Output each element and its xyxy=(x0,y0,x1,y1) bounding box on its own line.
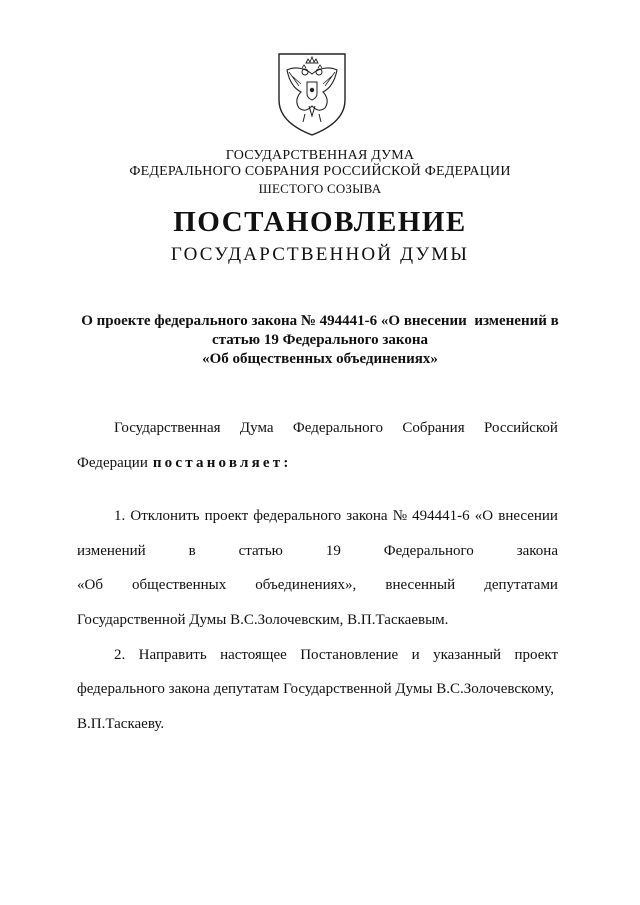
word: статью xyxy=(238,543,283,559)
word: депутатами xyxy=(484,577,558,593)
word: общественных xyxy=(132,577,227,593)
word: «Об xyxy=(77,577,103,593)
subject-line-2: статью 19 Федерального закона xyxy=(212,332,428,348)
word: в xyxy=(188,543,196,559)
item-2-line-3-text: В.П.Таскаеву. xyxy=(77,716,165,732)
word: и xyxy=(411,647,420,663)
word: Направить xyxy=(138,647,207,663)
word: Собрания xyxy=(402,420,465,436)
item-1-line-2 xyxy=(77,542,558,560)
word: указанный xyxy=(433,647,502,663)
word: внесении xyxy=(498,508,558,524)
coat-of-arms-emblem xyxy=(275,50,349,138)
word: закона xyxy=(516,543,558,559)
word: Федерального xyxy=(383,543,474,559)
document-issuer-subtitle: ГОСУДАРСТВЕННОЙ ДУМЫ xyxy=(170,244,470,265)
word: Государственная xyxy=(114,420,221,436)
word: 19 xyxy=(325,543,341,559)
item-1-line-4 xyxy=(77,611,558,629)
word: Федерального xyxy=(292,420,383,436)
word: 494441-6 xyxy=(412,508,470,524)
word: № xyxy=(392,508,408,524)
word: объединениях», xyxy=(255,577,357,593)
item-1-line-1 xyxy=(114,507,558,525)
preamble-federation-word: Федерации xyxy=(77,455,148,471)
word: 2. xyxy=(114,647,126,663)
document-type-title: ПОСТАНОВЛЕНИЕ xyxy=(173,206,467,238)
preamble-line-2 xyxy=(77,454,558,472)
word: федерального xyxy=(253,508,342,524)
resolves-keyword: постановляет: xyxy=(152,455,292,471)
word: Российской xyxy=(484,420,558,436)
word: «О xyxy=(474,508,494,524)
preamble-line-1 xyxy=(114,419,558,437)
item-2-line-3 xyxy=(77,715,558,733)
item-2-line-1 xyxy=(114,646,558,664)
subject-line-3: «Об общественных объединениях» xyxy=(202,351,438,367)
subject-line-1: О проекте федерального закона № 494441-6 «О внесении изменений в xyxy=(81,313,559,329)
org-name-line-1: ГОСУДАРСТВЕННАЯ ДУМА xyxy=(225,148,415,163)
convocation-line: ШЕСТОГО СОЗЫВА xyxy=(258,181,382,196)
word: проект xyxy=(514,647,558,663)
word: закона xyxy=(346,508,388,524)
word: внесенный xyxy=(385,577,456,593)
item-2-line-2 xyxy=(77,680,558,698)
item-1-line-3 xyxy=(77,576,558,594)
item-2-line-2-text: федерального закона депутатам Государственной Думы В.С.Золочевскому, xyxy=(77,681,554,697)
org-name-line-2: ФЕДЕРАЛЬНОГО СОБРАНИЯ РОССИЙСКОЙ ФЕДЕРАЦИИ xyxy=(129,164,511,179)
word: Постановление xyxy=(300,647,399,663)
word: 1. xyxy=(114,508,126,524)
item-1-line-4-text: Государственной Думы В.С.Золочевским, В.П.Таскаевым. xyxy=(77,612,449,628)
word: Отклонить xyxy=(130,508,200,524)
word: настоящее xyxy=(220,647,287,663)
word: проект xyxy=(204,508,249,524)
word: Дума xyxy=(239,420,274,436)
word: изменений xyxy=(77,543,146,559)
